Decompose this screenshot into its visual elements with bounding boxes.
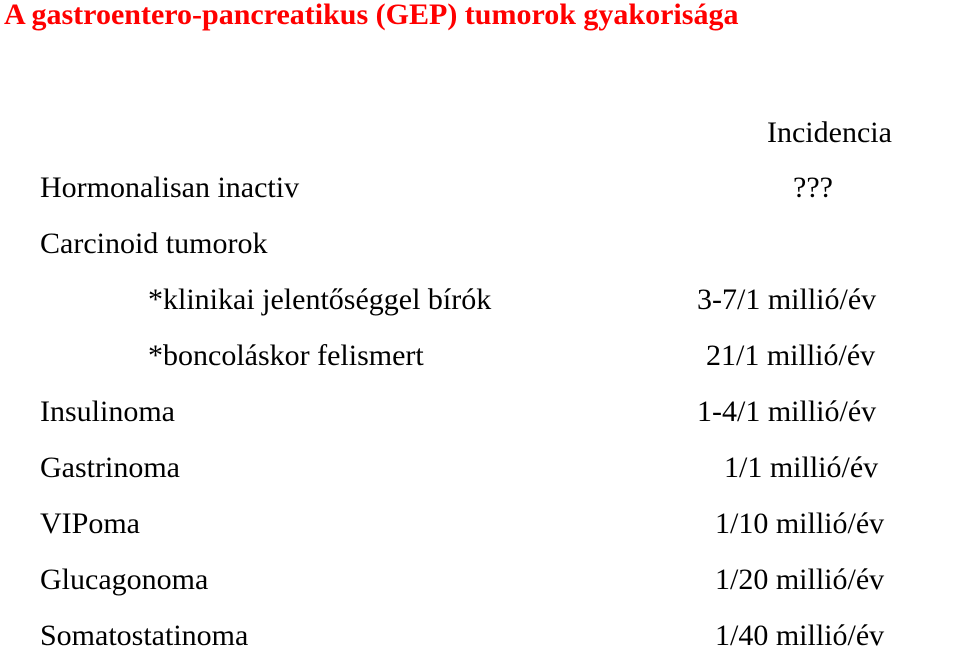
- row-label-somatostatinoma: Somatostatinoma: [40, 619, 249, 652]
- row-value-glucagonoma: 1/20 millió/év: [715, 563, 885, 596]
- row-value-gastrinoma: 1/1 millió/év: [724, 451, 879, 484]
- page-title: A gastroentero-pancreatikus (GEP) tumorok gyakorisága: [4, 0, 739, 31]
- incidence-header: Incidencia: [767, 116, 892, 149]
- row-value-insulinoma: 1-4/1 millió/év: [697, 395, 877, 428]
- row-value-somatostatinoma: 1/40 millió/év: [715, 619, 885, 652]
- row-value-autopsy: 21/1 millió/év: [706, 339, 876, 372]
- row-label-hormonally-inactive: Hormonalisan inactiv: [40, 171, 300, 204]
- row-label-autopsy: *boncoláskor felismert: [148, 339, 424, 372]
- row-label-clinical-significance: *klinikai jelentőséggel bírók: [148, 283, 492, 316]
- row-label-gastrinoma: Gastrinoma: [40, 451, 180, 484]
- row-label-insulinoma: Insulinoma: [40, 395, 175, 428]
- row-label-vipoma: VIPoma: [40, 507, 140, 540]
- row-value-vipoma: 1/10 millió/év: [715, 507, 885, 540]
- row-label-carcinoid: Carcinoid tumorok: [40, 227, 268, 260]
- row-label-glucagonoma: Glucagonoma: [40, 563, 209, 596]
- row-value-clinical-significance: 3-7/1 millió/év: [697, 283, 877, 316]
- row-value-hormonally-inactive: ???: [793, 171, 833, 204]
